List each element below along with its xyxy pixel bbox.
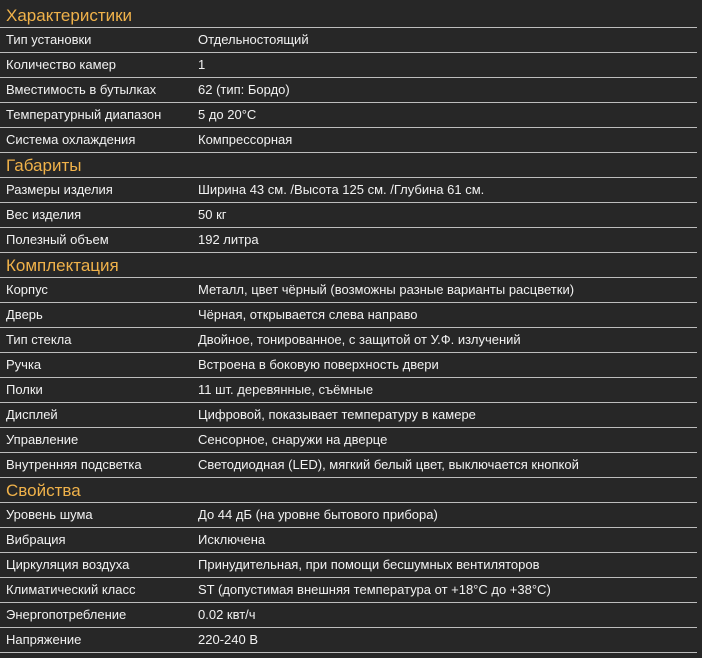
spec-key: Тип стекла [6, 332, 72, 347]
spec-row [0, 503, 697, 528]
spec-row [0, 303, 697, 328]
spec-value: 11 шт. деревянные, съёмные [198, 382, 374, 397]
section-title-characteristics: Характеристики [0, 3, 697, 28]
spec-key: Система охлаждения [6, 132, 136, 147]
spec-value: Металл, цвет чёрный (возможны разные варианты расцветки) [198, 282, 575, 297]
spec-value: 62 (тип: Бордо) [198, 82, 290, 97]
section-title-properties: Свойства [0, 478, 697, 503]
spec-value: 1 [198, 57, 206, 72]
spec-value: Ширина 43 см. /Высота 125 см. /Глубина 61 см. [198, 182, 485, 197]
spec-row [0, 203, 697, 228]
spec-value: Отдельностоящий [198, 32, 309, 47]
spec-row [0, 53, 697, 78]
spec-key: Энергопотребление [6, 607, 127, 622]
spec-value: Исключена [198, 532, 266, 547]
spec-value: 220-240 В [198, 632, 258, 647]
spec-key: Температурный диапазон [6, 107, 162, 122]
section-title-equipment: Комплектация [0, 253, 697, 278]
spec-row [0, 403, 697, 428]
spec-row [0, 628, 697, 653]
section-title-dimensions: Габариты [0, 153, 697, 178]
spec-key: Дисплей [6, 407, 58, 422]
spec-row [0, 603, 697, 628]
spec-key: Напряжение [6, 632, 82, 647]
spec-row [0, 328, 697, 353]
spec-key: Размеры изделия [6, 182, 113, 197]
spec-row [0, 178, 697, 203]
spec-key: Уровень шума [6, 507, 93, 522]
spec-row [0, 528, 697, 553]
spec-value: 5 до 20°C [198, 107, 257, 122]
spec-row [0, 353, 697, 378]
spec-row [0, 128, 697, 153]
spec-row [0, 578, 697, 603]
spec-value: Светодиодная (LED), мягкий белый цвет, выключается кнопкой [198, 457, 579, 472]
spec-key: Климатический класс [6, 582, 136, 597]
spec-value: Компрессорная [198, 132, 293, 147]
spec-row [0, 553, 697, 578]
spec-key: Полки [6, 382, 43, 397]
spec-row [0, 228, 697, 253]
spec-row [0, 278, 697, 303]
spec-row [0, 78, 697, 103]
spec-value: Принудительная, при помощи бесшумных вентиляторов [198, 557, 540, 572]
spec-key: Вибрация [6, 532, 66, 547]
spec-value: До 44 дБ (на уровне бытового прибора) [198, 507, 438, 522]
spec-key: Дверь [6, 307, 43, 322]
spec-value: 0.02 квт/ч [198, 607, 256, 622]
spec-value: Чёрная, открывается слева направо [198, 307, 418, 322]
spec-key: Тип установки [6, 32, 92, 47]
spec-value: 50 кг [198, 207, 227, 222]
spec-value: Сенсорное, снаружи на дверце [198, 432, 388, 447]
spec-key: Полезный объем [6, 232, 109, 247]
spec-row [0, 428, 697, 453]
spec-value: Двойное, тонированное, с защитой от У.Ф. излучений [198, 332, 521, 347]
spec-key: Корпус [6, 282, 48, 297]
spec-row [0, 378, 697, 403]
spec-row [0, 28, 697, 53]
spec-row [0, 453, 697, 478]
spec-key: Количество камер [6, 57, 117, 72]
spec-value: Цифровой, показывает температуру в камере [198, 407, 476, 422]
spec-key: Управление [6, 432, 79, 447]
spec-key: Циркуляция воздуха [6, 557, 130, 572]
spec-value: 192 литра [198, 232, 259, 247]
spec-key: Вместимость в бутылках [6, 82, 157, 97]
spec-value: Встроена в боковую поверхность двери [198, 357, 439, 372]
spec-row [0, 103, 697, 128]
spec-key: Ручка [6, 357, 42, 372]
spec-value: ST (допустимая внешняя температура от +18°C до +38°C) [198, 582, 551, 597]
spec-key: Внутренняя подсветка [6, 457, 142, 472]
spec-key: Вес изделия [6, 207, 82, 222]
